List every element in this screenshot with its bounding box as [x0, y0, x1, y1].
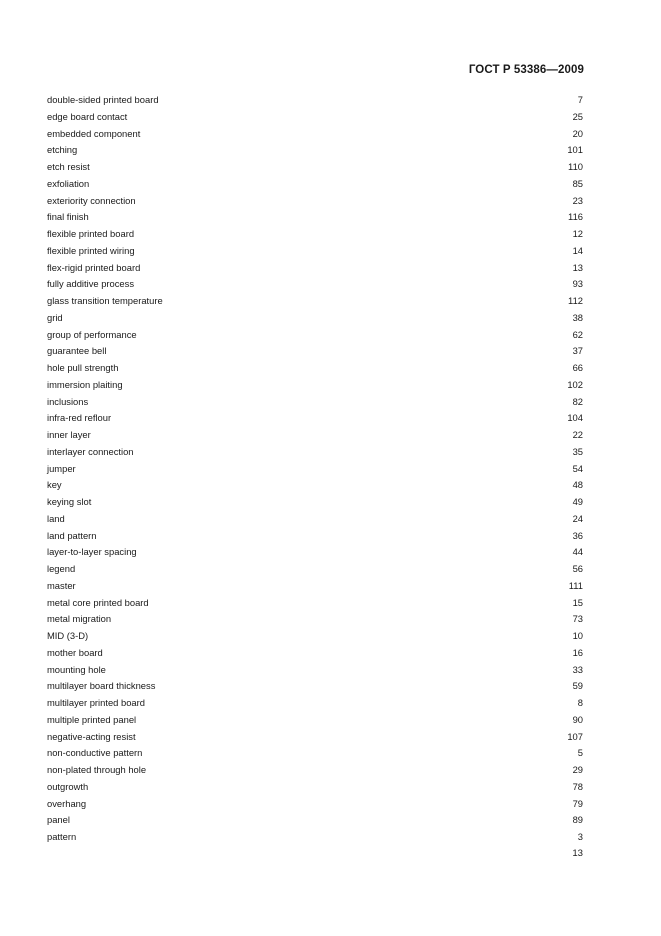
index-reference-number: 56: [572, 563, 583, 574]
index-entry: [47, 745, 583, 762]
index-reference-number: 16: [572, 646, 583, 658]
index-term: inclusions: [47, 395, 89, 407]
index-entry: [47, 829, 583, 846]
index-entry: [47, 293, 583, 310]
index-reference-number: 3: [577, 831, 583, 842]
index-entry: [47, 528, 583, 545]
index-term: legend: [47, 563, 76, 574]
index-term: non-conductive pattern: [47, 747, 143, 759]
index-entry: [47, 712, 583, 729]
index-term: etching: [47, 144, 78, 156]
index-reference-number: 8: [577, 697, 583, 708]
index-term: exteriority connection: [47, 194, 136, 206]
index-reference-number: 14: [572, 244, 583, 256]
index-reference-number: 90: [572, 713, 583, 725]
index-term: non-plated through hole: [47, 764, 147, 775]
index-reference-number: 85: [572, 177, 583, 189]
index-term: key: [47, 479, 62, 491]
index-term: mother board: [47, 646, 103, 658]
term-index-list: [47, 92, 583, 846]
index-term: immersion plaiting: [47, 378, 123, 390]
index-reference-number: 93: [572, 278, 583, 290]
index-entry: [47, 611, 583, 628]
index-term: infra-red reflour: [47, 412, 112, 424]
index-term: glass transition temperature: [47, 295, 163, 306]
index-reference-number: 59: [572, 680, 583, 692]
index-reference-number: 110: [568, 161, 583, 172]
index-entry: [47, 410, 583, 427]
index-term: group of performance: [47, 328, 137, 340]
index-entry: [47, 343, 583, 360]
index-reference-number: 101: [567, 144, 583, 156]
index-term: multilayer board thickness: [47, 680, 156, 692]
index-reference-number: 62: [572, 328, 583, 340]
index-reference-number: 22: [572, 429, 583, 440]
index-entry: [47, 812, 583, 829]
index-term: final finish: [47, 211, 89, 223]
index-reference-number: 10: [572, 630, 583, 641]
index-term: MID (3-D): [47, 630, 89, 641]
index-term: flexible printed board: [47, 228, 135, 239]
index-reference-number: 35: [572, 445, 583, 457]
index-term: master: [47, 579, 76, 591]
index-reference-number: 82: [572, 395, 583, 407]
index-term: edge board contact: [47, 110, 128, 122]
index-term: etch resist: [47, 161, 90, 172]
index-entry: [47, 226, 583, 243]
index-entry: [47, 243, 583, 260]
index-term: negative-acting resist: [47, 730, 136, 742]
index-reference-number: 15: [572, 596, 583, 608]
index-reference-number: 33: [572, 663, 583, 675]
index-entry: [47, 645, 583, 662]
index-entry: [47, 176, 583, 193]
index-reference-number: 37: [572, 345, 583, 357]
index-entry: [47, 494, 583, 511]
index-term: jumper: [47, 462, 76, 474]
index-term: keying slot: [47, 496, 92, 507]
index-term: flex-rigid printed board: [47, 261, 141, 273]
index-reference-number: 36: [572, 529, 583, 541]
index-entry: [47, 159, 583, 176]
index-entry: [47, 695, 583, 712]
index-reference-number: 79: [572, 797, 583, 809]
index-entry: [47, 678, 583, 695]
index-entry: [47, 511, 583, 528]
index-reference-number: 13: [572, 261, 583, 273]
index-entry: [47, 461, 583, 478]
index-entry: [47, 360, 583, 377]
index-reference-number: 89: [572, 814, 583, 826]
index-term: layer-to-layer spacing: [47, 546, 137, 558]
index-term: fully additive process: [47, 278, 135, 290]
index-entry: [47, 193, 583, 210]
index-entry: [47, 126, 583, 143]
index-term: multiple printed panel: [47, 713, 137, 725]
index-entry: [47, 595, 583, 612]
index-entry: [47, 578, 583, 595]
index-reference-number: 24: [572, 512, 583, 524]
index-reference-number: 104: [567, 412, 583, 424]
index-term: outgrowth: [47, 780, 89, 792]
index-entry: [47, 662, 583, 679]
index-entry: [47, 444, 583, 461]
index-entry: [47, 779, 583, 796]
index-term: pattern: [47, 831, 77, 842]
index-reference-number: 48: [572, 479, 583, 491]
index-term: mounting hole: [47, 663, 106, 675]
index-reference-number: 49: [572, 496, 583, 507]
index-entry: [47, 762, 583, 779]
index-reference-number: 116: [568, 211, 583, 223]
index-term: flexible printed wiring: [47, 244, 135, 256]
index-entry: [47, 142, 583, 159]
index-reference-number: 23: [572, 194, 583, 206]
index-term: double-sided printed board: [47, 94, 159, 105]
index-entry: [47, 377, 583, 394]
index-reference-number: 20: [572, 127, 583, 139]
index-reference-number: 5: [577, 747, 583, 759]
index-entry: [47, 628, 583, 645]
index-entry: [47, 276, 583, 293]
index-term: panel: [47, 814, 70, 826]
index-term: grid: [47, 311, 63, 323]
index-term: hole pull strength: [47, 362, 119, 373]
standard-designation: ГОСТ Р 53386—2009: [468, 64, 584, 76]
index-entry: [47, 260, 583, 277]
index-reference-number: 78: [572, 780, 583, 792]
index-reference-number: 66: [572, 362, 583, 373]
index-term: interlayer connection: [47, 445, 134, 457]
index-term: land pattern: [47, 529, 97, 541]
index-term: land: [47, 512, 65, 524]
index-reference-number: 102: [567, 378, 583, 390]
index-entry: [47, 427, 583, 444]
index-entry: [47, 109, 583, 126]
index-entry: [47, 394, 583, 411]
index-entry: [47, 92, 583, 109]
index-reference-number: 54: [572, 462, 583, 474]
index-entry: [47, 561, 583, 578]
index-reference-number: 38: [572, 311, 583, 323]
index-entry: [47, 729, 583, 746]
index-entry: [47, 477, 583, 494]
index-term: embedded component: [47, 127, 141, 139]
index-reference-number: 73: [572, 613, 583, 625]
index-reference-number: 107: [567, 730, 583, 742]
index-reference-number: 25: [572, 110, 583, 122]
index-reference-number: 29: [572, 764, 583, 775]
index-reference-number: 111: [568, 579, 583, 591]
index-term: guarantee bell: [47, 345, 107, 357]
index-term: metal core printed board: [47, 596, 149, 608]
index-entry: [47, 796, 583, 813]
page-number: 13: [572, 848, 583, 859]
index-term: inner layer: [47, 429, 91, 440]
index-term: overhang: [47, 797, 87, 809]
index-reference-number: 12: [572, 228, 583, 239]
index-reference-number: 7: [577, 94, 583, 105]
index-term: metal migration: [47, 613, 112, 625]
index-term: exfoliation: [47, 177, 90, 189]
index-entry: [47, 310, 583, 327]
index-entry: [47, 327, 583, 344]
index-entry: [47, 209, 583, 226]
index-term: multilayer printed board: [47, 697, 145, 708]
index-entry: [47, 544, 583, 561]
index-reference-number: 112: [568, 295, 583, 306]
index-reference-number: 44: [572, 546, 583, 558]
